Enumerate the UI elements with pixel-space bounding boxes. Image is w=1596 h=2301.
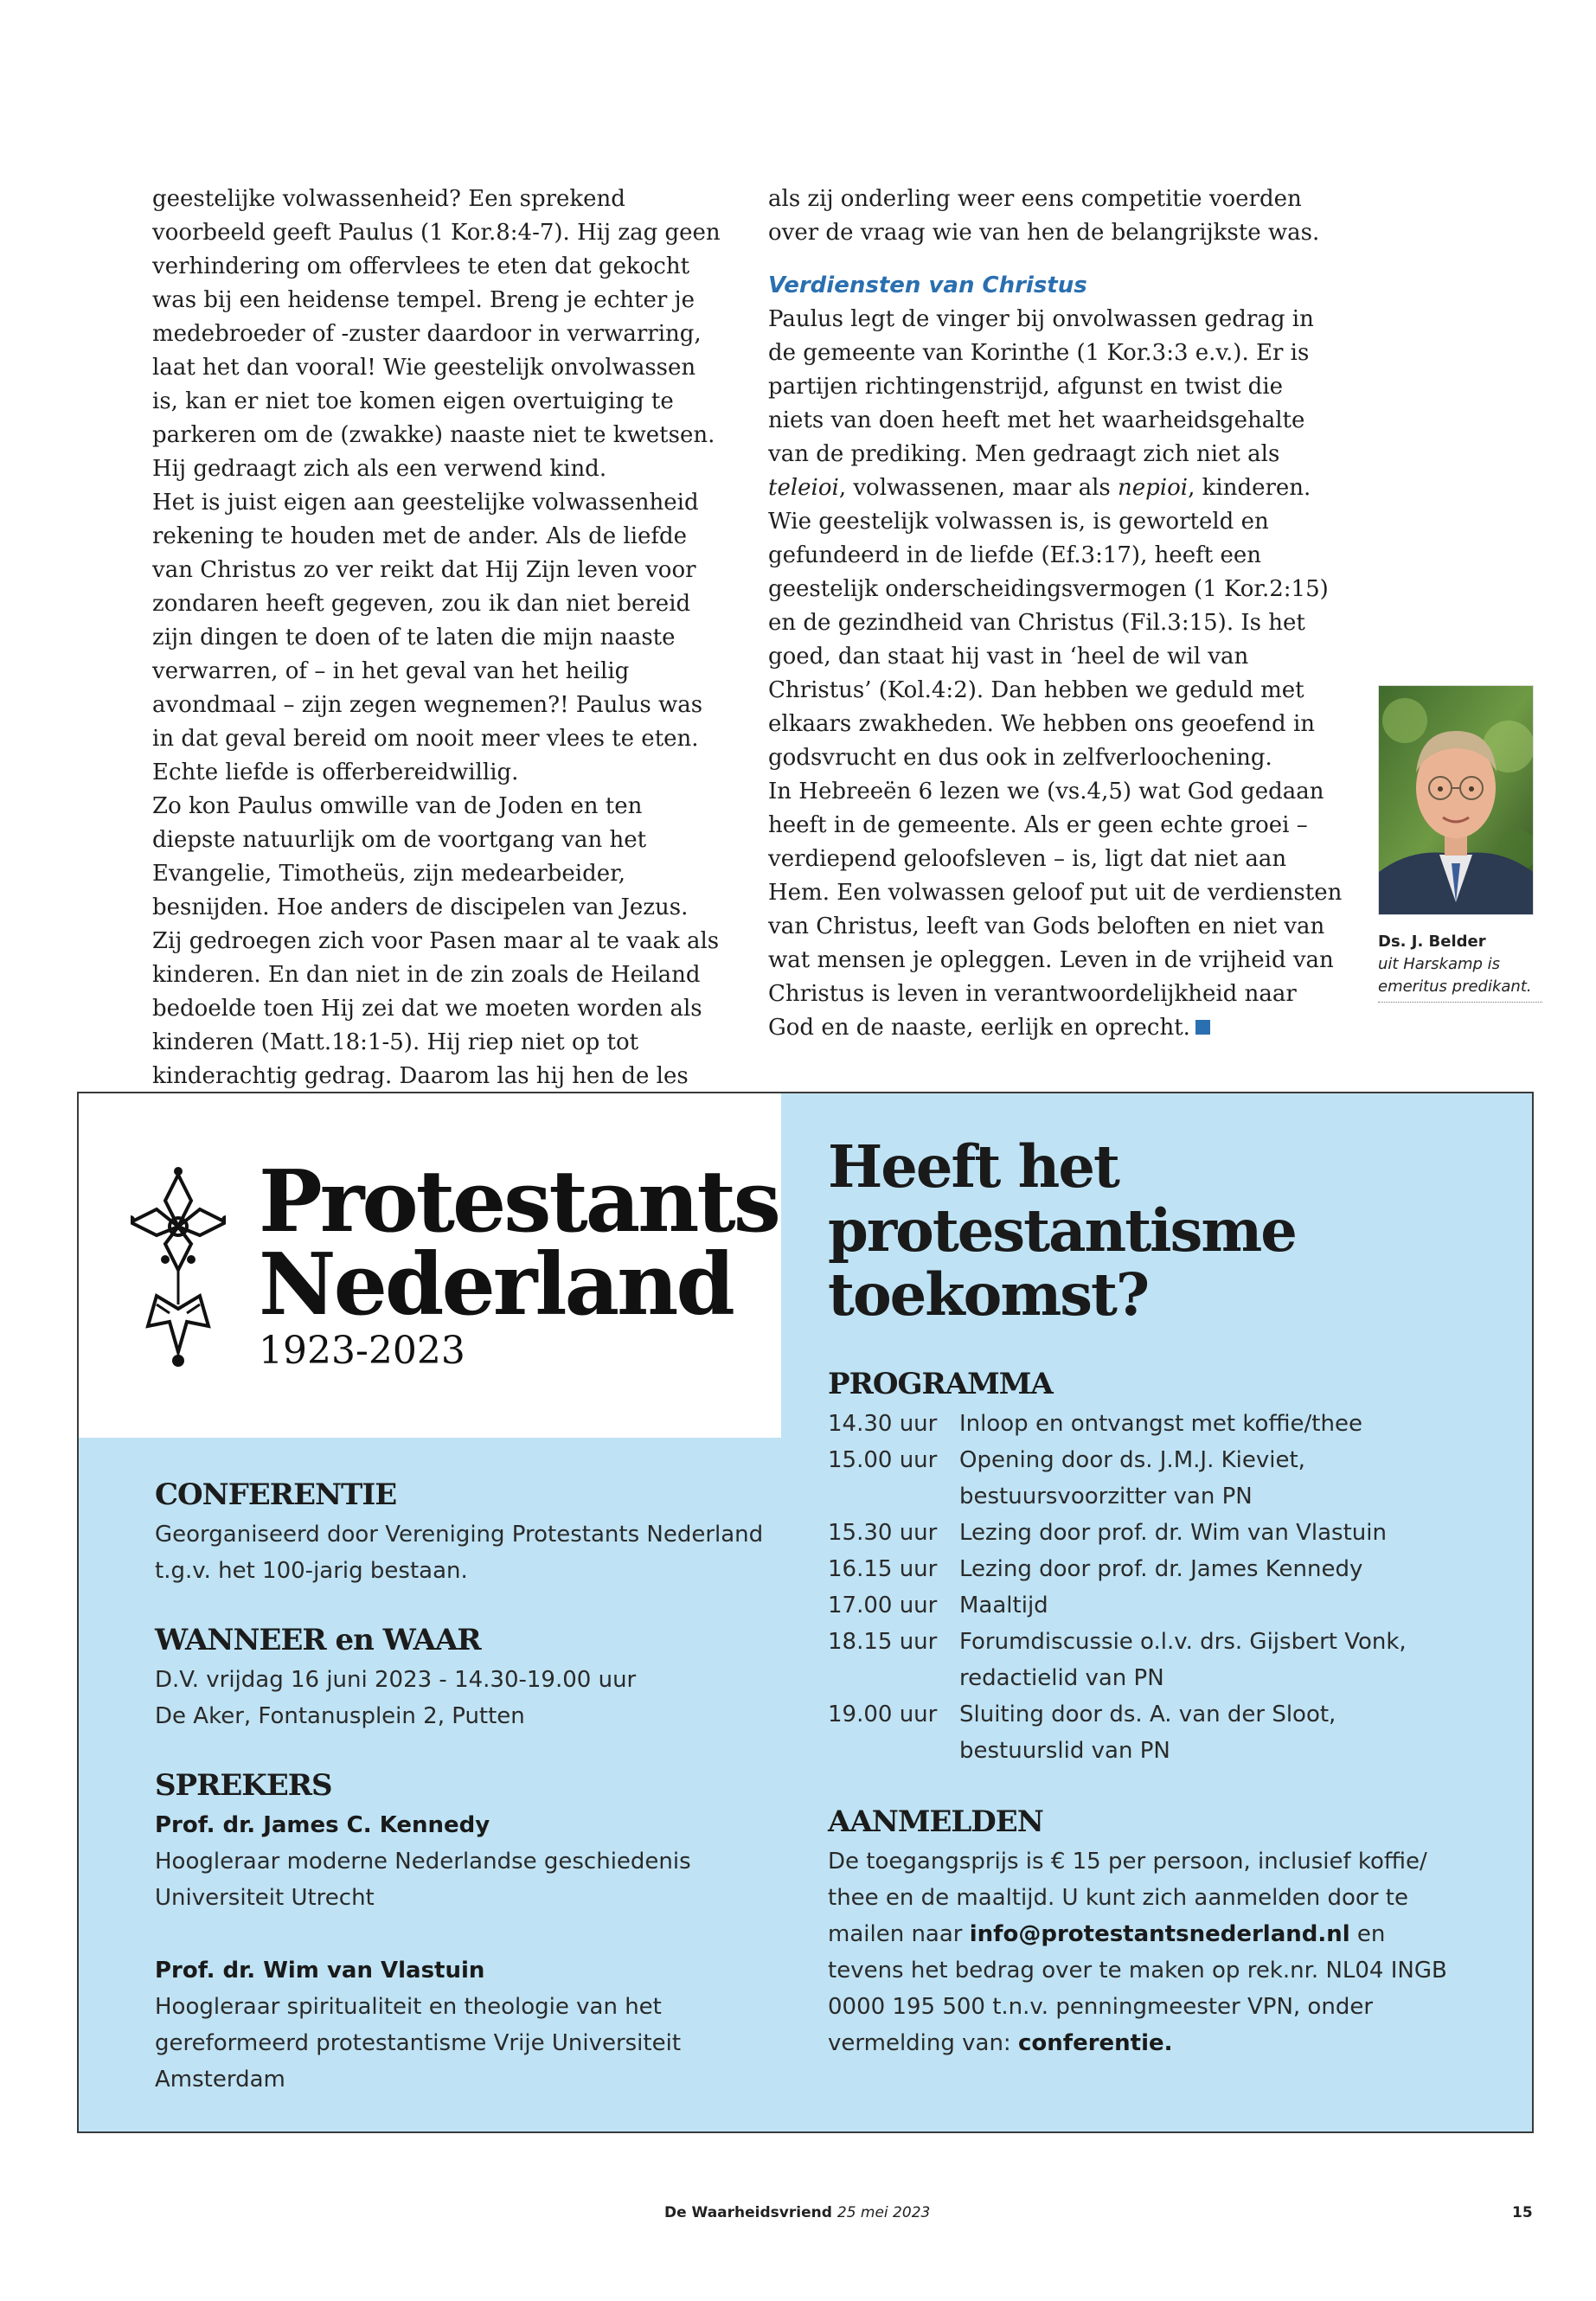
conferentie-heading: CONFERENTIE (155, 1477, 397, 1512)
huguenot-cross-icon (131, 1166, 226, 1374)
programma-item: 15.00 uur Opening door ds. J.M.J. Kieviet, bestuursvoorzitter van PN (828, 1447, 1305, 1509)
wanneer-date: D.V. vrijdag 16 juni 2023 - 14.30-19.00 uur (155, 1667, 637, 1693)
article-column-left (152, 183, 725, 1093)
programma-item: 16.15 uur Lezing door prof. dr. James Kennedy (828, 1556, 1363, 1582)
article-paragraph: Paulus legt de vinger bij onvolwassen gedrag in de gemeente van Korinthe (1 Kor.3:3 e.v.). Er is partijen richtingenstrijd, afgunst en twist die niets van doen heeft met het waarheidsgehalte van de prediking. Men gedraagt zich niet als teleioi, volwassenen, maar als nepioi, kinderen. Wie geestelijk volwassen is, is geworteld en gefundeerd in de liefde (Ef.3:17), heeft een geestelijk onderscheidingsvermogen (1 Kor.2:15) en de gezindheid van Christus (Fil.3:15). Is het goed, dan staat hij vast in ‘heel de wil van Christus’ (Kol.4:2). Dan hebben we geduld met elkaars zwakheden. We hebben ons geoefend in godsvrucht en dus ook in zelfverloochening. (768, 306, 1329, 771)
ad-headline: Heeft het protestantisme toekomst? (828, 1132, 1296, 1329)
aanmelden-text: De toegangsprijs is € 15 per persoon, inclusief koffie/ thee en de maaltijd. U kunt zich aanmelden door te mailen naar info@protestantsnederland.nl en tevens het bedrag over te maken op rek.nr. NL04 INGB 0000 195 500 t.n.v. penningmeester VPN, onder vermelding van: conferentie. (828, 1849, 1447, 2056)
page-number: 15 (1512, 2204, 1533, 2221)
speaker-2-description: Hoogleraar spiritualiteit en theologie van het gereformeerd protestantisme Vrije Universiteit Amsterdam (155, 1994, 682, 2093)
article-paragraph: Zo kon Paulus omwille van de Joden en ten diepste natuurlijk om de voortgang van het Evangelie, Timotheüs, zijn medearbeider, besnijden. Hoe anders de discipelen van Jezus. Zij gedroegen zich voor Pasen maar al te vaak als kinderen. En dan niet in de zin zoals de Heiland bedoelde toen Hij zei dat we moeten worden als kinderen (Matt.18:1-5). Hij riep niet op tot kinderachtig gedrag. Daarom las hij hen de les (152, 793, 720, 1089)
author-photo (1378, 685, 1534, 915)
speaker-1-name: Prof. dr. James C. Kennedy (155, 1812, 490, 1838)
wanneer-heading: WANNEER en WAAR (155, 1623, 481, 1657)
programma-list (828, 1406, 1485, 1769)
logo-title: Protestants Nederland (259, 1152, 779, 1335)
sprekers-heading: SPREKERS (155, 1768, 332, 1803)
article-column-right (768, 183, 1344, 1045)
end-mark-icon (1195, 1020, 1210, 1035)
speaker-2-name: Prof. dr. Wim van Vlastuin (155, 1958, 485, 1984)
photo-caption (1378, 931, 1542, 1003)
article-paragraph: Het is juist eigen aan geestelijke volwassenheid rekening te houden met de ander. Als de liefde van Christus zo ver reikt dat Hij Zijn leven voor zondaren heeft gegeven, zou ik dan niet bereid zijn dingen te doen of te laten die mijn naaste verwarren, of – in het geval van het heilig avondmaal – zijn zegen wegnemen?! Paulus was in dat geval bereid om nooit meer vlees te eten. Echte liefde is offerbereidwillig. (152, 490, 703, 785)
author-name: Ds. J. Belder (1378, 933, 1486, 951)
conferentie-text: Georganiseerd door Vereniging Protestants Nederland t.g.v. het 100-jarig bestaan. (155, 1522, 764, 1584)
article-paragraph: geestelijke volwassenheid? Een sprekend voorbeeld geeft Paulus (1 Kor.8:4-7). Hij zag geen verhindering om offervlees te eten dat gekocht was bij een heidense tempel. Breng je echter je medebroeder of -zuster daardoor in verwarring, laat het dan vooral! Wie geestelijk onvolwassen is, kan er niet toe komen eigen overtuiging te parkeren om de (zwakke) naaste niet te kwetsen. Hij gedraagt zich als een verwend kind. (152, 186, 721, 482)
article-subheading: Verdiensten van Christus (768, 272, 1087, 298)
article-paragraph: als zij onderling weer eens competitie voerden over de vraag wie van hen de belangrijkste was. (768, 186, 1320, 246)
programma-item: 17.00 uur Maaltijd (828, 1593, 1048, 1618)
logo-years: 1923-2023 (259, 1329, 465, 1373)
speaker-1-description: Hoogleraar moderne Nederlandse geschiedenis Universiteit Utrecht (155, 1849, 691, 1911)
author-description: uit Harskamp is emeritus predikant. (1378, 953, 1542, 1003)
article-paragraph: In Hebreeën 6 lezen we (vs.4,5) wat God gedaan heeft in de gemeente. Als er geen echte groei – verdiepend geloofsleven – is, ligt dat niet aan Hem. Een volwassen geloof put uit de verdiensten van Christus, leeft van Gods beloften en niet van wat mensen je opleggen. Leven in de vrijheid van Christus is leven in verantwoordelijkheid naar God en de naaste, eerlijk en oprecht. (768, 779, 1343, 1041)
programma-item: 14.30 uur Inloop en ontvangst met koffie/thee (828, 1411, 1362, 1437)
footer-publication: De Waarheidsvriend 25 mei 2023 (664, 2204, 931, 2221)
logo-panel (79, 1093, 781, 1438)
programma-item: 19.00 uur Sluiting door ds. A. van der Sloot, bestuurslid van PN (828, 1702, 1336, 1764)
programma-item: 18.15 uur Forumdiscussie o.l.v. drs. Gijsbert Vonk, redactielid van PN (828, 1629, 1407, 1691)
wanneer-location: De Aker, Fontanusplein 2, Putten (155, 1703, 525, 1729)
conference-advertisement (77, 1092, 1534, 2133)
programma-item: 15.30 uur Lezing door prof. dr. Wim van Vlastuin (828, 1520, 1387, 1546)
programma-heading: PROGRAMMA (828, 1367, 1053, 1401)
aanmelden-email-link[interactable]: info@protestantsnederland.nl (969, 1921, 1350, 1947)
aanmelden-heading: AANMELDEN (828, 1804, 1043, 1839)
